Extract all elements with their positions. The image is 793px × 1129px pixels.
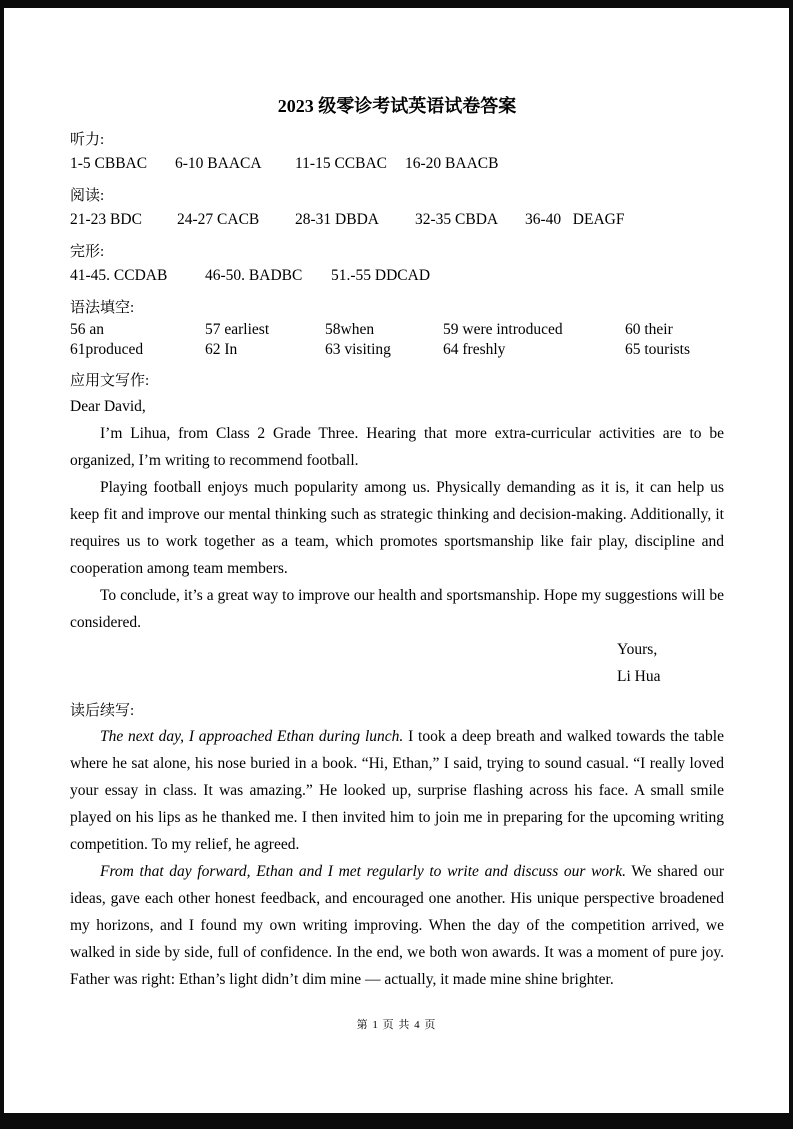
- document-title: 2023 级零诊考试英语试卷答案: [277, 96, 517, 116]
- listening-answer-row: [70, 152, 724, 175]
- continuation-paragraph-2: [70, 858, 724, 993]
- grammar-answer-row-2: [70, 340, 724, 360]
- answer-item: 58when: [325, 321, 375, 338]
- answer-item: 57 earliest: [205, 321, 270, 338]
- essay-label: 应用文写作:: [70, 373, 150, 389]
- essay-paragraph-3: To conclude, it’s a great way to improve our health and sportsmanship. Hope my suggestions will be considered.: [70, 587, 724, 631]
- grammar-label: 语法填空:: [70, 300, 135, 316]
- section-grammar: [70, 297, 724, 360]
- paragraph-body: We shared our ideas, gave each other honest feedback, and encouraged one another. His unique perspective broadened my horizons, and I found my own writing improving. When the day of the competition arrived, we walked in side by side, full of confidence. In the end, we both won awards. It was a moment of pure joy. Father was right: Ethan’s light didn’t dim mine — actually, it made mine shine brighter.: [70, 863, 724, 988]
- answer-group: 6-10 BAACA: [175, 155, 262, 172]
- answer-group: 24-27 CACB: [177, 211, 260, 228]
- essay-salutation: Dear David,: [70, 398, 146, 415]
- document-page: [4, 8, 789, 1113]
- continuation-label: 读后续写:: [70, 703, 135, 719]
- answer-group: 51.-55 DDCAD: [331, 267, 431, 284]
- section-reading: [70, 185, 724, 231]
- signoff-name: Li Hua: [617, 668, 661, 685]
- answer-group: 28-31 DBDA: [295, 211, 379, 228]
- signoff-yours: Yours,: [617, 641, 658, 658]
- section-continuation: [70, 700, 724, 993]
- answer-item: 56 an: [70, 321, 105, 338]
- answer-item: 63 visiting: [325, 341, 391, 358]
- essay-paragraph-2: Playing football enjoys much popularity among us. Physically demanding as it is, it can help us keep fit and improve our mental thinking such as strategic thinking and decision-making. Additionally, it requires us to work together as a team, which promotes sportsmanship like fair play, discipline and cooperation among team members.: [70, 479, 724, 577]
- answer-group: 11-15 CCBAC: [295, 155, 388, 172]
- cloze-answer-row: [70, 264, 724, 287]
- answer-group: 32-35 CBDA: [415, 211, 499, 228]
- page-footer: 第 1 页 共 4 页: [356, 1019, 437, 1031]
- reading-answer-row: [70, 208, 724, 231]
- answer-group: 41-45. CCDAB: [70, 267, 168, 284]
- answer-item: 65 tourists: [625, 341, 691, 358]
- essay-paragraph-1: I’m Lihua, from Class 2 Grade Three. Hearing that more extra-curricular activities are to be organized, I’m writing to recommend football.: [70, 425, 724, 469]
- paragraph-body: I took a deep breath and walked towards the table where he sat alone, his nose buried in a book. “Hi, Ethan,” I said, trying to sound casual. “I really loved your essay in class. It was amazing.” He looked up, surprise flashing across his face. A small smile played on his lips as he thanked me. I then invited him to join me in preparing for the upcoming writing competition. To my relief, he agreed.: [70, 728, 724, 853]
- listening-label: 听力:: [70, 132, 105, 148]
- answer-group: 21-23 BDC: [70, 211, 142, 228]
- essay-signoff: [617, 636, 724, 690]
- answer-group: 16-20 BAACB: [405, 155, 499, 172]
- paragraph-lead-italic: The next day, I approached Ethan during lunch.: [100, 728, 404, 745]
- cloze-label: 完形:: [70, 244, 105, 260]
- answer-item: 64 freshly: [443, 341, 506, 358]
- section-cloze: [70, 241, 724, 287]
- answer-item: 60 their: [625, 321, 673, 338]
- reading-label: 阅读:: [70, 188, 105, 204]
- grammar-answer-row-1: [70, 320, 724, 340]
- answer-group: 1-5 CBBAC: [70, 155, 148, 172]
- paragraph-lead-italic: From that day forward, Ethan and I met regularly to write and discuss our work.: [100, 863, 626, 880]
- answer-group: 46-50. BADBC: [205, 267, 303, 284]
- section-listening: [70, 129, 724, 175]
- continuation-paragraph-1: [70, 723, 724, 858]
- answer-item: 59 were introduced: [443, 321, 563, 338]
- answer-group: 36-40 DEAGF: [525, 211, 625, 228]
- section-essay: [70, 370, 724, 690]
- answer-item: 62 In: [205, 341, 238, 358]
- answer-item: 61produced: [70, 341, 144, 358]
